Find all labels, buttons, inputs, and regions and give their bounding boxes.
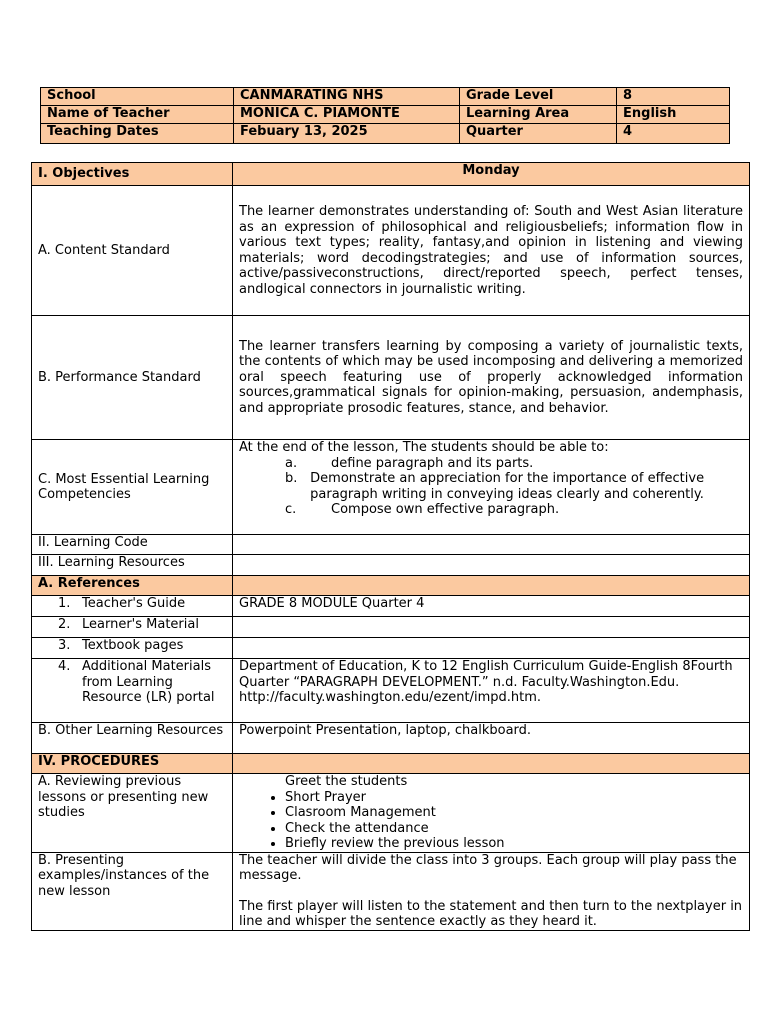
additional-materials-value: Department of Education, K to 12 English Curriculum Guide-English 8Fourth Quarter “PARAGRAPH DEVELOPMENT.” n.d. Faculty.Washington.Edu. http://faculty.washington.edu/ezent/impd.htm. (233, 659, 750, 723)
melc-item (239, 502, 743, 518)
list-number: 3. (58, 638, 71, 653)
teachers-guide-label (32, 596, 233, 617)
content-standard-label: A. Content Standard (32, 186, 233, 316)
presenting-examples-label: B. Presenting examples/instances of the new lesson (32, 852, 233, 930)
list-number: 4. (58, 659, 71, 674)
procedures-heading: IV. PROCEDURES (32, 754, 233, 774)
melc-item (239, 456, 743, 472)
other-resources-value: Powerpoint Presentation, laptop, chalkboard. (233, 723, 750, 754)
quarter-label: Quarter (460, 124, 617, 144)
reviewing-lessons-content (233, 774, 750, 853)
teacher-value: MONICA C. PIAMONTE (234, 106, 460, 124)
list-item: • Short Prayer (285, 790, 743, 806)
melc-intro: At the end of the lesson, The students should be able to: (239, 440, 609, 455)
teaching-dates-label: Teaching Dates (41, 124, 234, 144)
teacher-label: Name of Teacher (41, 106, 234, 124)
content-standard-text: The learner demonstrates understanding of: South and West Asian literature as an expression of philosophical and religiousbeliefs; information flow in various text types; reality, fantasy,and opinion in listening and viewing materials; word decodingstrategies; and use of information sources, active/passiveconstructions, direct/reported speech, perfect tenses, andlogical connectors in journalistic writing. (233, 186, 750, 316)
textbook-pages-text: Textbook pages (82, 638, 184, 653)
lesson-plan-table (31, 162, 750, 931)
presenting-examples-content (233, 852, 750, 930)
reviewing-steps-list (239, 774, 743, 852)
list-item: • Check the attendance (285, 821, 743, 837)
list-item: • Briefly review the previous lesson (285, 836, 743, 852)
list-item: • Clasroom Management (285, 805, 743, 821)
school-value: CANMARATING NHS (234, 88, 460, 106)
textbook-pages-label (32, 638, 233, 659)
school-label: School (41, 88, 234, 106)
grade-level-label: Grade Level (460, 88, 617, 106)
quarter-value: 4 (617, 124, 730, 144)
day-heading: Monday (233, 163, 750, 186)
learning-resources-value (233, 555, 750, 576)
additional-materials-label (32, 659, 233, 723)
learning-area-value: English (617, 106, 730, 124)
list-item: Greet the students (285, 774, 408, 789)
references-heading: A. References (32, 576, 233, 596)
learning-code-label: II. Learning Code (32, 535, 233, 555)
performance-standard-text: The learner transfers learning by composing a variety of journalistic texts, the contents of which may be used incomposing and delivering a memorized oral speech featuring use of properly acknowledged information sources,grammatical signals for opinion-making, persuasion, andemphasis, and appropriate prosodic features, stance, and behavior. (233, 316, 750, 440)
learning-area-label: Learning Area (460, 106, 617, 124)
melc-content (233, 440, 750, 535)
melc-letter: a. (285, 455, 298, 471)
grade-level-value: 8 (617, 88, 730, 106)
teachers-guide-text: Teacher's Guide (82, 596, 186, 611)
melc-label: C. Most Essential Learning Competencies (32, 440, 233, 535)
teaching-dates-value: Febuary 13, 2025 (234, 124, 460, 144)
melc-letter: c. (285, 502, 297, 517)
performance-standard-label: B. Performance Standard (32, 316, 233, 440)
objectives-heading: I. Objectives (32, 163, 233, 186)
presenting-examples-text-1: The teacher will divide the class into 3 groups. Each group will play pass the message. (239, 852, 737, 883)
lesson-header-table (40, 87, 730, 144)
reviewing-lessons-label: A. Reviewing previous lessons or presenting new studies (32, 774, 233, 853)
list-number: 2. (58, 617, 71, 632)
presenting-examples-text-2: The first player will listen to the statement and then turn to the nextplayer in line and whisper the sentence exactly as they heard it. (239, 898, 743, 929)
textbook-pages-value (233, 638, 750, 659)
additional-materials-text: Additional Materials from Learning Resource (LR) portal (82, 659, 215, 705)
list-number: 1. (58, 596, 71, 611)
melc-item-text: define paragraph and its parts. (331, 455, 534, 471)
learners-material-value (233, 617, 750, 638)
melc-item (239, 471, 743, 502)
learners-material-text: Learner's Material (82, 617, 199, 632)
teachers-guide-value: GRADE 8 MODULE Quarter 4 (233, 596, 750, 617)
other-resources-label: B. Other Learning Resources (32, 723, 233, 754)
learning-resources-label: III. Learning Resources (32, 555, 233, 576)
learning-code-value (233, 535, 750, 555)
learners-material-label (32, 617, 233, 638)
melc-letter: b. (285, 471, 298, 486)
melc-item-text: Compose own effective paragraph. (331, 502, 560, 517)
melc-item-text: Demonstrate an appreciation for the importance of effective paragraph writing in conveying ideas clearly and coherently. (310, 471, 705, 502)
